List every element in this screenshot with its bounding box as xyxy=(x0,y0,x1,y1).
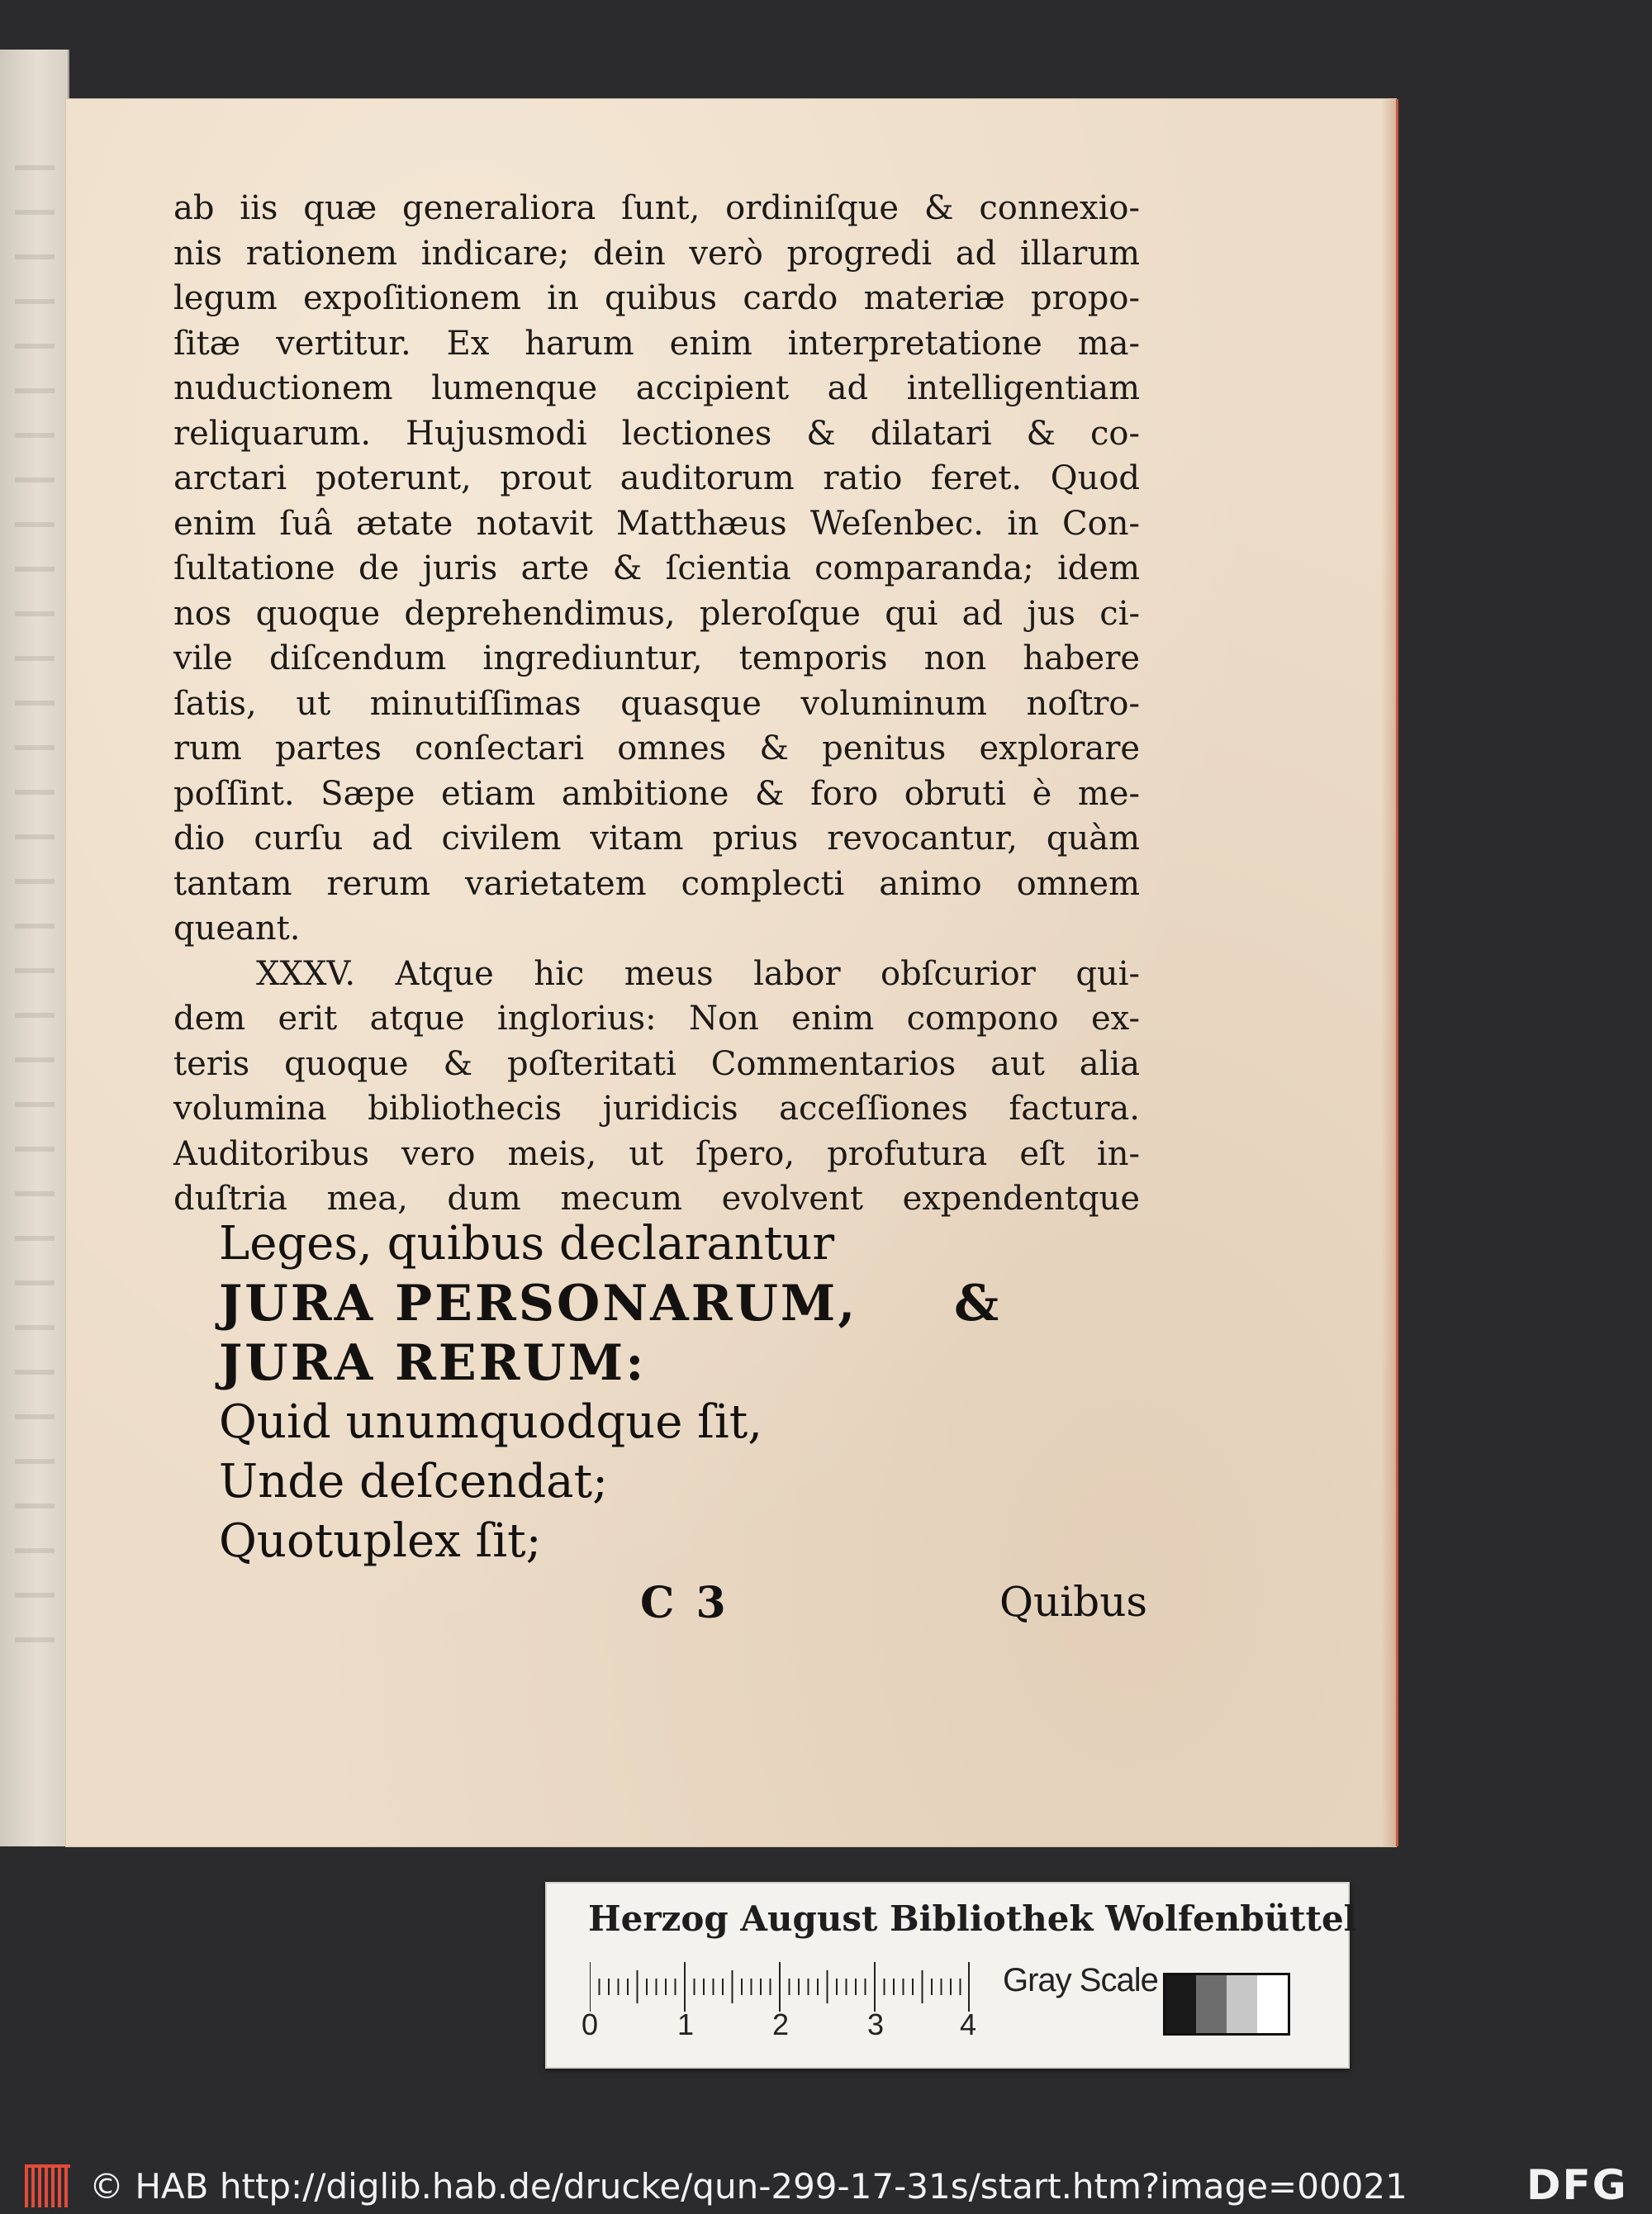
signature-mark: C 3 xyxy=(640,1578,729,1628)
text-line: teris quoque & poſteritati Commentarios aut alia xyxy=(173,1044,1140,1083)
page-edge-shade xyxy=(1381,99,1396,1846)
section-heading-line: XXXV. Atque hic meus labor obſcurior qui- xyxy=(256,954,1140,993)
body-text xyxy=(173,186,1140,1222)
display-text xyxy=(219,1214,1127,1571)
barcode-icon xyxy=(25,2164,70,2207)
text-line: tantam rerum varietatem complecti animo omnem xyxy=(173,864,1140,903)
text-line: poſſint. Sæpe etiam ambitione & foro obruti è me- xyxy=(173,774,1140,813)
display-caps-line: JURA RERUM: xyxy=(219,1334,647,1392)
text-line: vile diſcendum ingrediuntur, temporis non habere xyxy=(173,639,1140,677)
text-line: volumina bibliothecis juridicis acceſſiones factura. xyxy=(173,1090,1140,1128)
ruler-number: 2 xyxy=(772,2007,790,2041)
text-line: ſitæ vertitur. Ex harum enim interpretatione ma- xyxy=(173,324,1140,363)
text-line: ab iis quæ generaliora ſunt, ordiniſque & connexio- xyxy=(173,189,1140,227)
display-line: Leges, quibus declarantur xyxy=(219,1217,835,1271)
text-line: nos quoque deprehendimus, pleroſque qui ad jus ci- xyxy=(173,594,1140,633)
text-line: Auditoribus vero meis, ut ſpero, profutura eſt in- xyxy=(173,1134,1140,1173)
swatch-dark-gray xyxy=(1196,1975,1227,2033)
display-line: Unde deſcendat; xyxy=(219,1455,608,1508)
ruler-numbers xyxy=(547,2007,976,2041)
text-line: nis rationem indicare; dein verò progredi ad illarum xyxy=(173,234,1140,273)
text-line: ſultatione de juris arte & ſcientia comparanda; idem xyxy=(173,549,1140,587)
ruler-icon xyxy=(590,1962,970,2012)
ruler-number: 4 xyxy=(960,2007,977,2041)
text-line: legum expoſitionem in quibus cardo materiæ propo- xyxy=(173,279,1140,317)
previous-leaf-text-traces xyxy=(15,165,55,1652)
swatch-white xyxy=(1257,1975,1288,2033)
text-line: dem erit atque inglorius: Non enim compono ex- xyxy=(173,1000,1140,1038)
previous-leaf-edge xyxy=(0,50,69,1846)
text-line: reliquarum. Hujusmodi lectiones & dilatari & co- xyxy=(173,414,1140,453)
text-line: dio curſu ad civilem vitam prius revocantur, quàm xyxy=(173,820,1140,858)
display-line: Quid unumquodque ſit, xyxy=(219,1395,763,1449)
text-line: queant. xyxy=(173,910,301,948)
ampersand: & xyxy=(954,1275,1002,1333)
footer-bar xyxy=(0,2156,1652,2214)
gray-scale-swatch xyxy=(1163,1973,1290,2036)
display-line: Quotuplex ſit; xyxy=(219,1514,542,1568)
ruler-number: 1 xyxy=(677,2007,695,2041)
swatch-black xyxy=(1165,1975,1196,2033)
text-line: enim ſuâ ætate notavit Matthæus Weſenbec. in Con- xyxy=(173,504,1140,543)
gray-scale-label: Gray Scale xyxy=(1003,1962,1158,1998)
text-line: arctari poterunt, prout auditorum ratio feret. Quod xyxy=(173,459,1140,497)
color-scale-target xyxy=(545,1882,1357,2069)
text-line: ſatis, ut minutiſſimas quasque voluminum noſtro- xyxy=(173,684,1140,723)
display-caps-row xyxy=(219,1274,1127,1333)
catchword: Quibus xyxy=(999,1578,1148,1626)
text-line: rum partes conſectari omnes & penitus explorare xyxy=(173,729,1140,767)
text-line: nuductionem lumenque accipient ad intelligentiam xyxy=(173,369,1140,407)
swatch-light-gray xyxy=(1227,1975,1257,2033)
ruler-number: 3 xyxy=(867,2007,885,2041)
ruler-number: 0 xyxy=(582,2007,599,2041)
library-label: Herzog August Bibliothek Wolfenbüttel xyxy=(588,1898,1357,1939)
display-caps-line: JURA PERSONARUM, xyxy=(219,1275,858,1333)
dfg-logo: DFG xyxy=(1526,2161,1628,2209)
text-line: duſtria mea, dum mecum evolvent expendentque xyxy=(173,1180,1140,1218)
source-credit-link[interactable]: © HAB http://diglib.hab.de/drucke/qun-299-17-31s/start.htm?image=00021 xyxy=(89,2166,1408,2207)
